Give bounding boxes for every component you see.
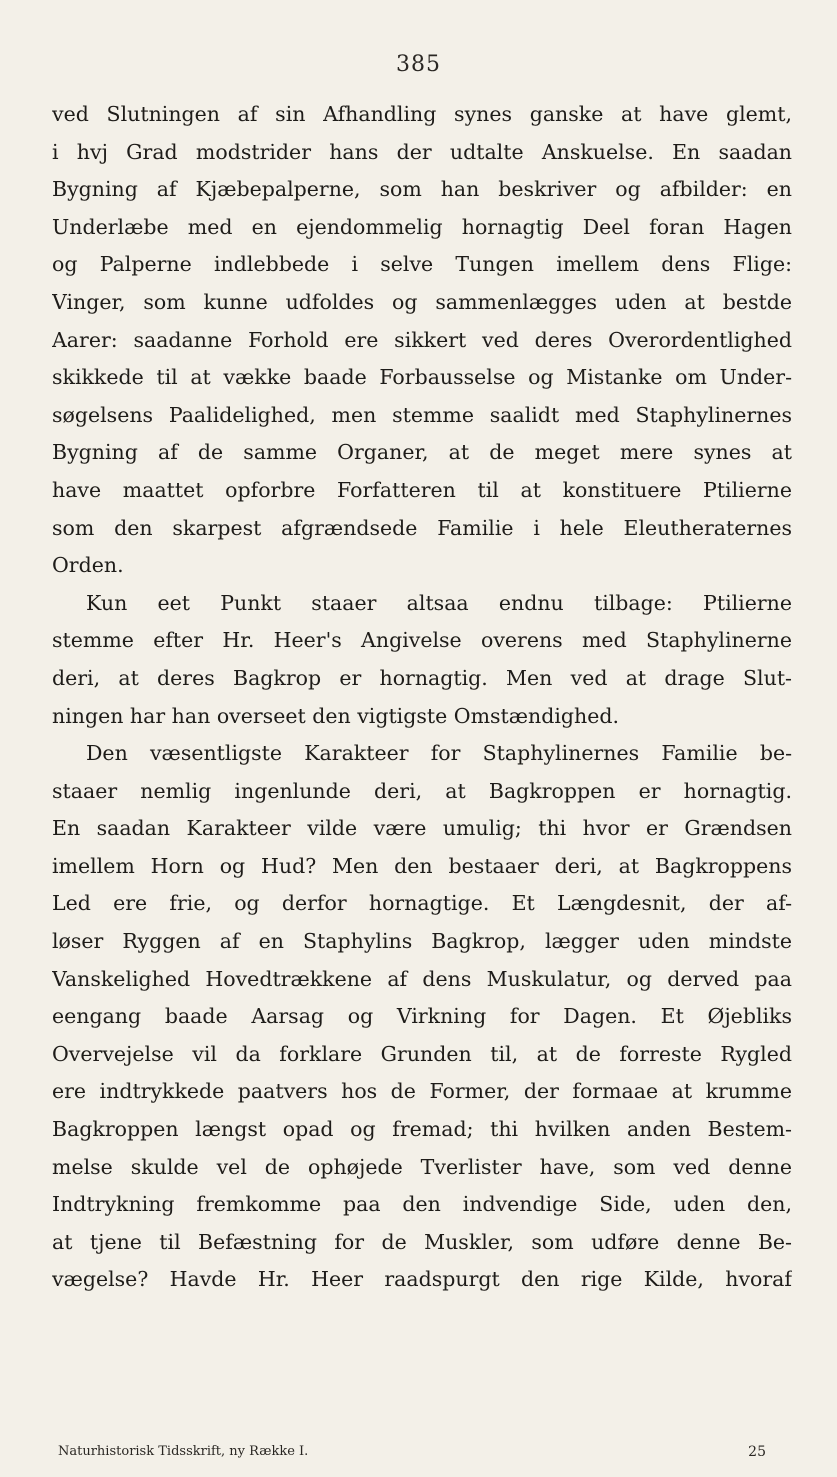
text-line: deri, at deres Bagkrop er hornagtig. Men ved at drage Slut- [52, 665, 792, 690]
text-line: i hvj Grad modstrider hans der udtalte Anskuelse. En saadan [52, 139, 792, 164]
text-line: Aarer: saadanne Forhold ere sikkert ved deres Overordentlighed [52, 327, 792, 352]
page-number: 385 [396, 52, 441, 77]
text-line: En saadan Karakteer vilde være umulig; thi hvor er Grændsen [52, 816, 792, 841]
text-line: Vanskelighed Hovedtrækkene af dens Muskulatur, og derved paa [52, 966, 792, 991]
text-line: søgelsens Paalidelighed, men stemme saalidt med Staphylinernes [52, 402, 792, 427]
text-line: Vinger, som kunne udfoldes og sammenlægges uden at bestde [52, 289, 792, 314]
text-line: Kun eet Punkt staaer altsaa endnu tilbage: Ptilierne [86, 590, 792, 615]
text-line: Den væsentligste Karakteer for Staphylinernes Familie be- [86, 741, 792, 766]
text-line: Bygning af Kjæbepalperne, som han beskriver og afbilder: en [52, 177, 792, 202]
text-line: Led ere frie, og derfor hornagtige. Et Længdesnit, der af- [52, 891, 792, 916]
text-line: staaer nemlig ingenlunde deri, at Bagkroppen er hornagtig. [52, 778, 792, 803]
printer-signature: Naturhistorisk Tidsskrift, ny Række I. [58, 1444, 309, 1459]
body-text [52, 96, 792, 1299]
signature-mark: 25 [748, 1444, 766, 1460]
text-line: Overvejelse vil da forklare Grunden til, at de forreste Rygled [52, 1041, 792, 1066]
text-line: ved Slutningen af sin Afhandling synes ganske at have glemt, [52, 102, 792, 126]
text-line: melse skulde vel de ophøjede Tverlister have, som ved denne [52, 1154, 792, 1179]
text-line: at tjene til Befæstning for de Muskler, som udføre denne Be- [52, 1229, 792, 1254]
page-footer [58, 1444, 788, 1466]
text-line: have maattet opforbre Forfatteren til at konstituere Ptilierne [52, 477, 792, 502]
text-line: ere indtrykkede paatvers hos de Former, der formaae at krumme [52, 1079, 792, 1104]
text-line: Underlæbe med en ejendommelig hornagtig Deel foran Hagen [52, 214, 792, 239]
text-line: vægelse? Havde Hr. Heer raadspurgt den rige Kilde, hvoraf [52, 1267, 792, 1292]
text-line: som den skarpest afgrændsede Familie i hele Eleutheraternes [52, 515, 792, 540]
text-line: Indtrykning fremkomme paa den indvendige Side, uden den, [52, 1192, 792, 1217]
text-line: løser Ryggen af en Staphylins Bagkrop, lægger uden mindste [52, 929, 792, 954]
text-line: eengang baade Aarsag og Virkning for Dagen. Et Øjebliks [52, 1004, 792, 1029]
text-line: skikkede til at vække baade Forbausselse og Mistanke om Under- [52, 365, 792, 390]
text-line: stemme efter Hr. Heer's Angivelse overens med Staphylinerne [52, 628, 792, 653]
text-line: Orden. [52, 553, 124, 578]
text-line: ningen har han overseet den vigtigste Omstændighed. [52, 703, 620, 728]
text-line: imellem Horn og Hud? Men den bestaaer deri, at Bagkroppens [52, 853, 792, 878]
text-line: Bygning af de samme Organer, at de meget mere synes at [52, 440, 792, 465]
text-line: og Palperne indlebbede i selve Tungen imellem dens Flige: [52, 252, 792, 277]
text-line: Bagkroppen længst opad og fremad; thi hvilken anden Bestem- [52, 1117, 792, 1142]
